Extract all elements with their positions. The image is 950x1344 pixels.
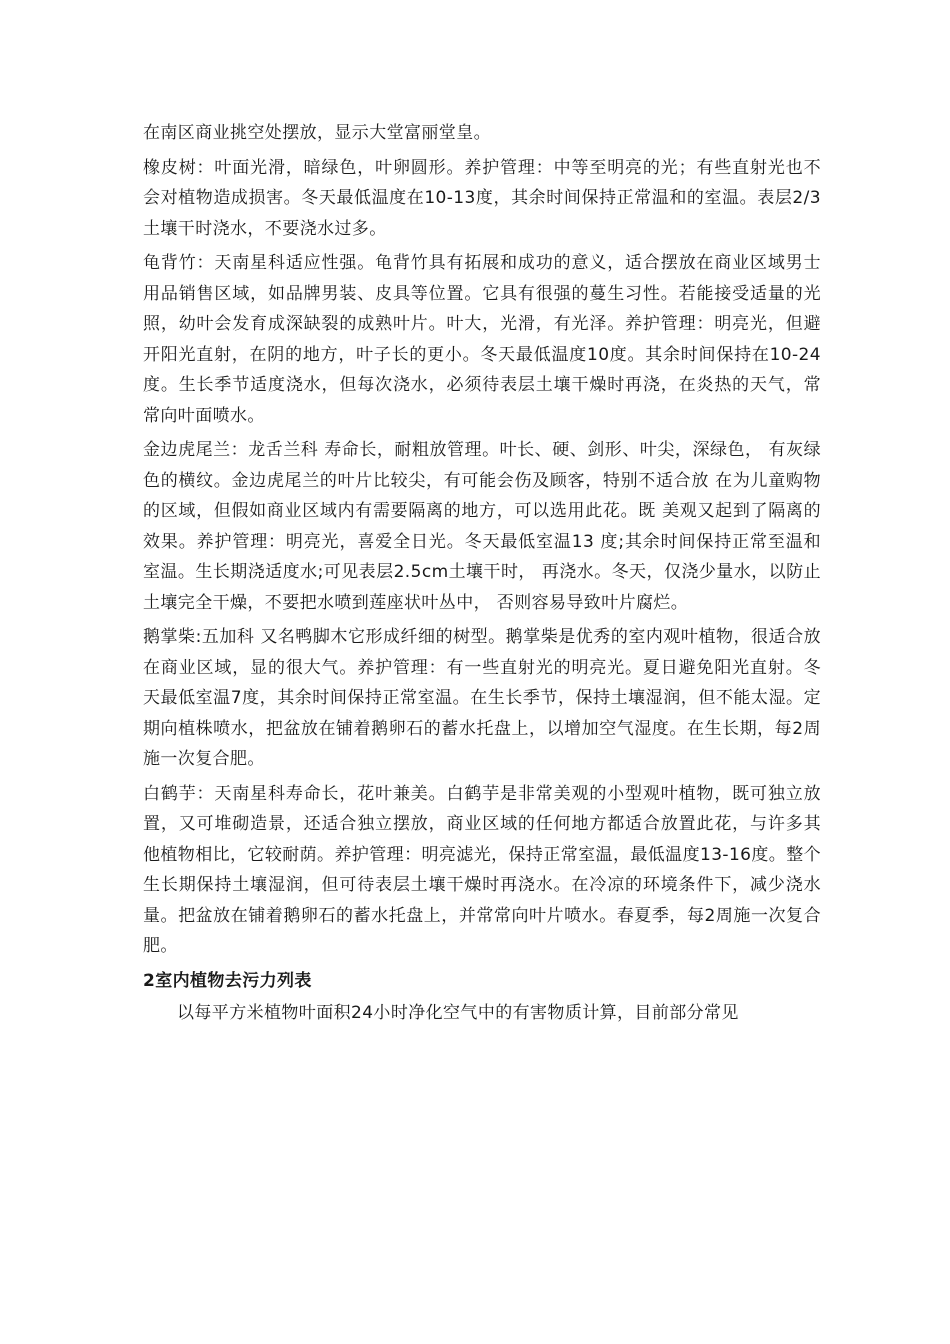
paragraph-rubber-tree: 橡皮树：叶面光滑，暗绿色，叶卵圆形。养护管理：中等至明亮的光；有些直射光也不会对植物造成损害。冬天最低温度在10-13度，其余时间保持正常温和的室温。表层2/3 土壤干时浇水，不要浇水过多。 [143, 157, 821, 239]
paragraph-intro: 在南区商业挑空处摆放，显示大堂富丽堂皇。 [143, 123, 491, 143]
paragraph-closing: 以每平方米植物叶面积24小时净化空气中的有害物质计算，目前部分常见 [177, 1003, 739, 1023]
document-body [143, 118, 821, 1033]
paragraph-snake-plant: 金边虎尾兰：龙舌兰科 寿命长，耐粗放管理。叶长、硬、剑形、叶尖，深绿色， 有灰绿色的横纹。金边虎尾兰的叶片比较尖，有可能会伤及顾客，特别不适合放 在为儿童购物的区域，但假如商业区域内有需要隔离的地方，可以选用此花。既 美观又起到了隔离的效果。养护管理：明亮光，喜爱全日光。冬天最低室温13 度;其余时间保持正常至温和室温。生长期浇适度水;可见表层2.5cm土壤干时， 再浇水。冬天，仅浇少量水，以防止土壤完全干燥，不要把水喷到莲座状叶丛中， 否则容易导致叶片腐烂。 [143, 440, 821, 613]
paragraph-schefflera: 鹅掌柴:五加科 又名鸭脚木它形成纤细的树型。鹅掌柴是优秀的室内观叶植物，很适合放在商业区域，显的很大气。养护管理：有一些直射光的明亮光。夏日避免阳光直射。冬天最低室温7度，其余时间保持正常室温。在生长季节，保持土壤湿润，但不能太湿。定期向植株喷水，把盆放在铺着鹅卵石的蓄水托盘上，以增加空气湿度。在生长期，每2周施一次复合肥。 [143, 627, 821, 769]
paragraph-monstera: 龟背竹：天南星科适应性强。龟背竹具有拓展和成功的意义，适合摆放在商业区域男士用品销售区域，如品牌男装、皮具等位置。它具有很强的蔓生习性。若能接受适量的光照，幼叶会发育成深缺裂的成熟叶片。叶大，光滑，有光泽。养护管理：明亮光，但避开阳光直射，在阴的地方，叶子长的更小。冬天最低温度10度。其余时间保持在10-24度。生长季节适度浇水，但每次浇水，必须待表层土壤干燥时再浇，在炎热的天气，常常向叶面喷水。 [143, 253, 821, 426]
section-heading: 2室内植物去污力列表 [143, 970, 312, 991]
paragraph-peace-lily: 白鹤芋：天南星科寿命长，花叶兼美。白鹤芋是非常美观的小型观叶植物，既可独立放置，又可堆砌造景，还适合独立摆放，商业区域的任何地方都适合放置此花，与许多其他植物相比，它较耐荫。养护管理：明亮滤光，保持正常室温，最低温度13-16度。整个生长期保持土壤湿润，但可待表层土壤干燥时再浇水。在冷凉的环境条件下，减少浇水量。把盆放在铺着鹅卵石的蓄水托盘上，并常常向叶片喷水。春夏季，每2周施一次复合肥。 [143, 783, 821, 956]
